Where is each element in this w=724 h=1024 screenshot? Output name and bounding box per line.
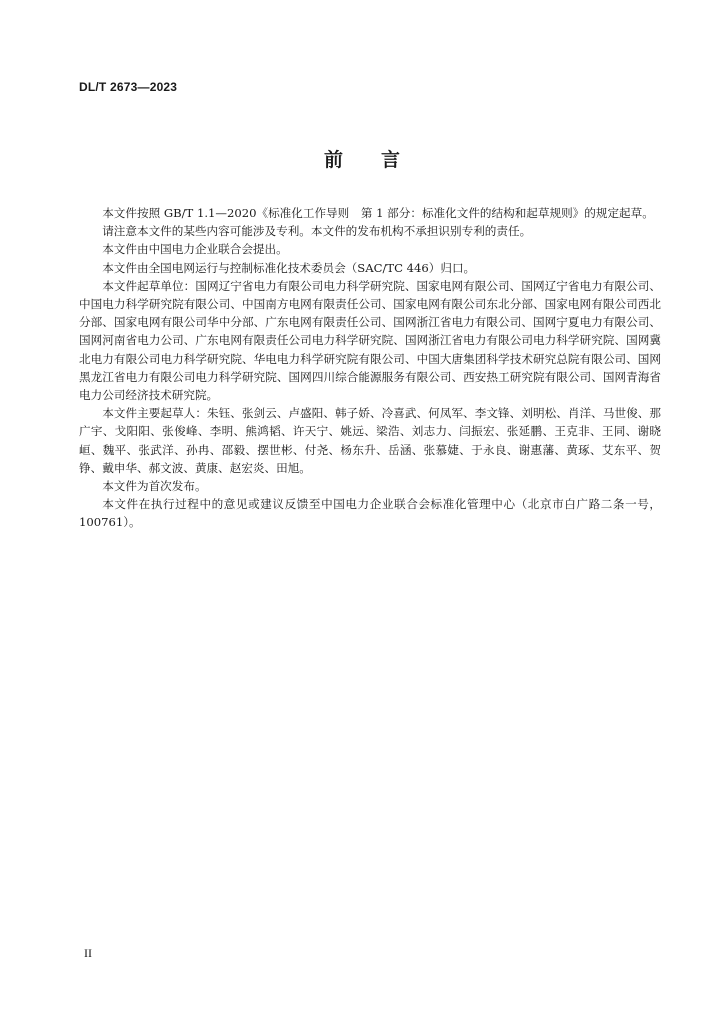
paragraph-proposer: 本文件由中国电力企业联合会提出。 [102,242,288,257]
page-number: II [84,946,92,960]
page-title: 前言 [323,149,438,171]
paragraph-committee: 本文件由全国电网运行与控制标准化技术委员会（SAC/TC 446）归口。 [102,260,476,275]
paragraph-feedback: 本文件在执行过程中的意见或建议反馈至中国电力企业联合会标准化管理中心（北京市白广路二条一号，100761）。 [79,497,661,530]
standard-code: DL/T 2673—2023 [79,80,178,94]
paragraph-drafters: 本文件主要起草人：朱钰、张剑云、卢盛阳、韩子娇、冷喜武、何凤军、李文锋、刘明松、肖洋、马世俊、那广宇、戈阳阳、张俊峰、李明、熊鸿韬、许天宁、姚远、梁浩、刘志力、闫振宏、张延鹏、王克非、王同、谢晓峘、魏平、张武洋、孙冉、邵毅、摆世彬、付尧、杨东升、岳涵、张慕婕、于永良、谢惠藩、黄琢、艾东平、贺铮、戴申华、郝文波、黄康、赵宏炎、田旭。 [79,406,661,475]
paragraph-drafting-organizations: 本文件起草单位：国网辽宁省电力有限公司电力科学研究院、国家电网有限公司、国网辽宁省电力有限公司、中国电力科学研究院有限公司、中国南方电网有限责任公司、国家电网有限公司东北分部、国家电网有限公司西北分部、国家电网有限公司华中分部、广东电网有限责任公司、国网浙江省电力有限公司、国网宁夏电力有限公司、国网河南省电力公司、广东电网有限责任公司电力科学研究院、国网浙江省电力有限公司电力科学研究院、国网冀北电力有限公司电力科学研究院、华电电力科学研究院有限公司、中国大唐集团科学技术研究总院有限公司、国网黑龙江省电力有限公司电力科学研究院、国网四川综合能源服务有限公司、西安热工研究院有限公司、国网青海省电力公司经济技术研究院。 [79,278,661,403]
paragraph-first-release: 本文件为首次发布。 [102,479,207,494]
foreword-body [79,204,661,532]
paragraph-patent-notice: 请注意本文件的某些内容可能涉及专利。本文件的发布机构不承担识别专利的责任。 [102,224,532,239]
paragraph-drafting-rules: 本文件按照 GB/T 1.1—2020《标准化工作导则 第 1 部分：标准化文件的结构和起草规则》的规定起草。 [102,206,654,220]
